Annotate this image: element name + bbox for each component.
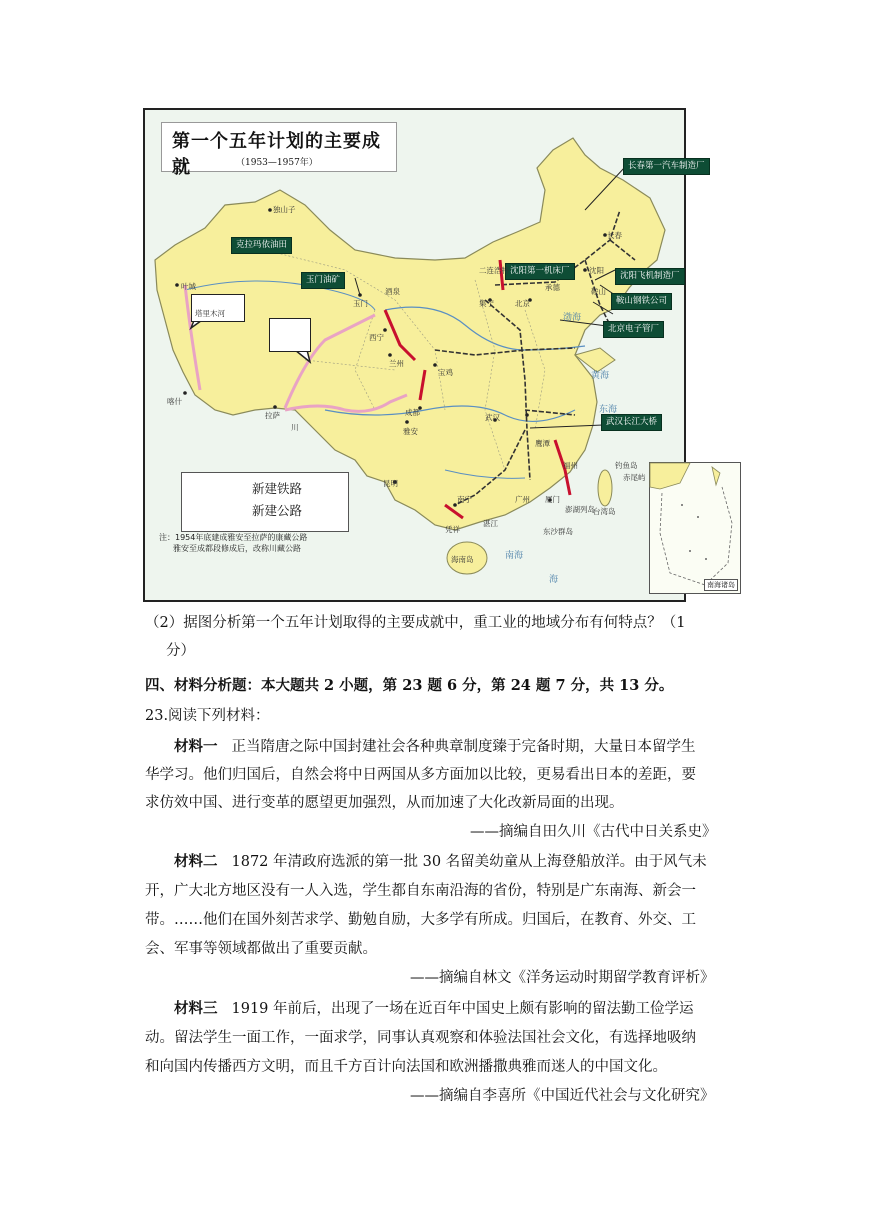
material-1-source: ——摘编自田久川《古代中日关系史》: [470, 824, 717, 840]
achievement-shenyang-aircraft: 沈阳飞机制造厂: [615, 268, 685, 285]
material-1-line-1: [174, 736, 696, 758]
city-wuhan: 武汉: [485, 413, 500, 422]
map-note: [159, 532, 369, 554]
material-3-line-3: 和向国内传播西方文明，而且千方百计向法国和欧洲播撒典雅而迷人的中国文化。: [145, 1059, 667, 1075]
question-2-line-1: （2）据图分析第一个五年计划取得的主要成就中，重工业的地域分布有何特点？（1: [145, 615, 686, 631]
city-chengdu: 成都: [405, 408, 420, 417]
achievement-wuhan-bridge: 武汉长江大桥: [601, 414, 662, 431]
inset-map: [650, 463, 740, 593]
city-zhanjiang: 湛江: [483, 519, 498, 528]
city-guangzhou: 广州: [515, 495, 530, 504]
achievement-karamay: 克拉玛依油田: [231, 237, 292, 254]
city-chuan: 川: [291, 423, 299, 432]
sea-huanghai: 黄海: [591, 371, 610, 381]
taiwan-island: [598, 470, 612, 506]
city-jiuquan: 酒泉: [385, 287, 400, 296]
city-lhasa: 拉萨: [265, 411, 280, 420]
city-yumen: 玉门: [353, 299, 368, 308]
city-erlian: 二连浩特: [479, 266, 509, 275]
material-2-source: ——摘编自林文《洋务运动时期留学教育评析》: [410, 970, 715, 986]
map-note-line-2: 雅安至成都段修成后，改称川藏公路: [173, 544, 301, 553]
legend-highway-label: 新建公路: [252, 503, 303, 518]
map-title-box: [161, 122, 397, 178]
material-3-line-1: [174, 998, 694, 1020]
map-legend: [181, 472, 349, 532]
material-3-source: ——摘编自李喜所《中国近代社会与文化研究》: [410, 1088, 715, 1104]
material-2-text-1: 1872 年清政府选派的第一批 30 名留美幼童从上海登船放洋。由于风气未: [231, 854, 707, 870]
achievement-anshan: 鞍山钢铁公司: [611, 293, 672, 310]
map-years: （1953—1957年）: [236, 158, 318, 168]
material-2-label: 材料二: [174, 853, 218, 870]
sea-bohai: 渤海: [563, 313, 582, 323]
city-hainan: 海南岛: [451, 555, 474, 564]
inset-label: 南海诸岛: [704, 579, 738, 591]
city-dushanzi: 独山子: [273, 205, 296, 214]
city-chengde: 承德: [545, 283, 560, 292]
city-nanning: 南宁: [457, 495, 472, 504]
city-kashi: 喀什: [167, 397, 182, 406]
map-figure: [143, 108, 735, 602]
question-23-prompt: 23.阅读下列材料：: [145, 708, 270, 724]
material-2-line-2: 开，广大北方地区没有一人入选，学生都自东南沿海的省份，特别是广东南海、新会一: [145, 883, 696, 899]
achievement-yumen: 玉门油矿: [301, 272, 345, 289]
material-1-line-3: 求仿效中国、进行变革的愿望更加强烈，从而加速了大化改新局面的出现。: [145, 795, 624, 811]
map-title: 第一个五年计划的主要成就: [172, 131, 381, 178]
material-2-line-3: 带。……他们在国外刻苦求学、勤勉自励，大多学有所成。归国后，在教育、外交、工: [145, 912, 696, 928]
city-xiamen: 厦门: [545, 495, 560, 504]
city-lanzhou: 兰州: [389, 359, 404, 368]
south-china-sea-inset: [649, 462, 741, 594]
material-2-line-4: 会、军事等领域都做出了重要贡献。: [145, 941, 377, 957]
material-1-label: 材料一: [174, 738, 218, 755]
city-yecheng: 叶城: [181, 282, 196, 291]
city-penghu: 澎湖列岛: [565, 505, 595, 514]
section-4-heading: 四、材料分析题：本大题共 2 小题，第 23 题 6 分，第 24 题 7 分，共 13 分。: [145, 677, 674, 694]
material-3-line-2: 动。留法学生一面工作，一面求学，同事认真观察和体验法国社会文化，有选择地吸纳: [145, 1030, 696, 1046]
material-3-text-1: 1919 年前后，出现了一场在近百年中国史上颇有影响的留法勤工俭学运: [231, 1001, 694, 1017]
city-kunming: 昆明: [383, 479, 398, 488]
city-taiwan: 台湾岛: [593, 507, 616, 516]
city-beijing: 北京: [515, 299, 530, 308]
city-diaoyu: 钓鱼岛: [615, 461, 638, 470]
material-3-label: 材料三: [174, 1000, 218, 1017]
city-yaan: 雅安: [403, 427, 418, 436]
city-anshan: 鞍山: [591, 287, 606, 296]
city-chiwei: 赤尾屿: [623, 473, 646, 482]
answer-callout-2[interactable]: [269, 318, 311, 352]
map-note-line-1: 注：1954年底建成雅安至拉萨的康藏公路: [159, 533, 308, 542]
city-changchun: 长春: [607, 231, 622, 240]
city-baoji: 宝鸡: [438, 368, 453, 377]
city-pingxiang: 凭祥: [445, 525, 460, 534]
sea-nanhai: 南海: [505, 551, 524, 561]
city-xining: 西宁: [369, 333, 384, 342]
city-jining: 集宁: [479, 299, 494, 308]
material-1-line-2: 华学习。他们归国后，自然会将中日两国从多方面加以比较，更易看出日本的差距，要: [145, 767, 696, 783]
material-1-text-1: 正当隋唐之际中国封建社会各种典章制度臻于完备时期，大量日本留学生: [231, 739, 696, 755]
question-2-line-2: 分）: [166, 643, 195, 659]
city-yingtan: 鹰潭: [535, 439, 550, 448]
city-dongsha: 东沙群岛: [543, 527, 573, 536]
sea-nanhai-2: 海: [549, 575, 559, 585]
achievement-changchun: 长春第一汽车制造厂: [623, 158, 710, 175]
city-shenyang: 沈阳: [589, 266, 604, 275]
achievement-beijing-electron: 北京电子管厂: [603, 321, 664, 338]
achievement-shenyang-machine: 沈阳第一机床厂: [505, 263, 575, 280]
legend-railway-label: 新建铁路: [252, 481, 303, 496]
city-fuzhou: 福州: [563, 461, 578, 470]
river-tarim: 塔里木河: [195, 309, 225, 318]
material-2-line-1: [174, 851, 707, 873]
sea-donghai: 东海: [599, 405, 618, 415]
